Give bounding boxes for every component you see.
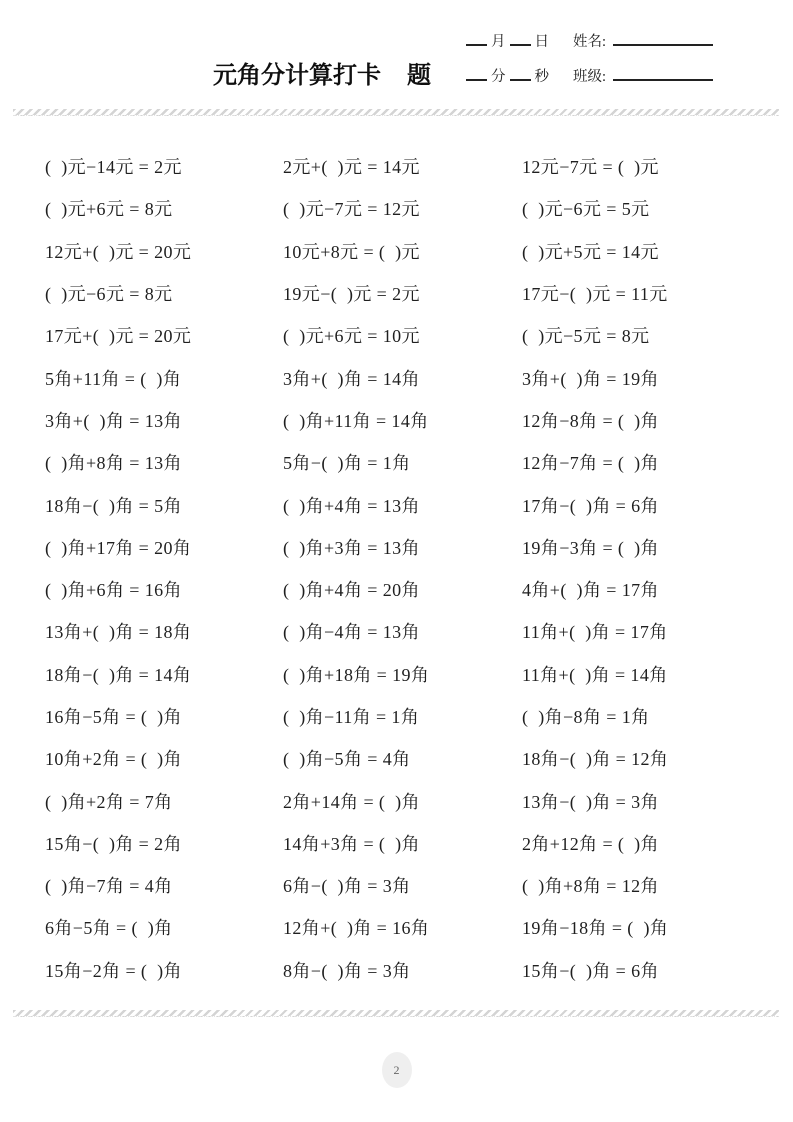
problem: ( )角−5角 = 4角 — [283, 749, 411, 770]
problem-column-2 — [283, 145, 522, 991]
bottom-divider — [13, 1010, 779, 1017]
problem: ( )角−7角 = 4角 — [45, 876, 173, 897]
problem: 14角+3角 = ( )角 — [283, 833, 420, 854]
problem: 3角+( )角 = 13角 — [45, 410, 182, 431]
problem: ( )元−7元 = 12元 — [283, 199, 420, 220]
page-number-badge — [382, 1052, 412, 1088]
problem: ( )角+8角 = 12角 — [522, 876, 659, 897]
title-text: 元角分计算打卡 — [213, 62, 381, 89]
page-number: 2 — [393, 1062, 400, 1077]
problem: 3角+( )角 = 14角 — [283, 368, 420, 389]
month-label: 月 — [491, 34, 506, 50]
header-meta — [462, 30, 717, 100]
problem: ( )角+4角 = 13角 — [283, 495, 420, 516]
problem: 18角−( )角 = 12角 — [522, 749, 669, 770]
problem: 6角−5角 = ( )角 — [45, 918, 173, 939]
problem: 16角−5角 = ( )角 — [45, 707, 182, 727]
problem: 2角+14角 = ( )角 — [283, 791, 420, 812]
problem: 19角−18角 = ( )角 — [522, 918, 669, 939]
problem: ( )元+5元 = 14元 — [522, 241, 659, 262]
second-blank — [510, 68, 531, 81]
problem: 13角−( )角 = 3角 — [522, 791, 659, 812]
problem: 13角+( )角 = 18角 — [45, 622, 192, 643]
top-divider — [13, 109, 779, 116]
problem: ( )元−5元 = 8元 — [522, 326, 650, 347]
title-suffix: 题 — [407, 62, 431, 89]
time-class-row — [462, 65, 717, 85]
problem: 12元−7元 = ( )元 — [522, 157, 659, 178]
day-blank — [510, 33, 531, 46]
problem: 6角−( )角 = 3角 — [283, 876, 411, 897]
problem: ( )角−8角 = 1角 — [522, 707, 650, 727]
problem: 12元+( )元 = 20元 — [45, 241, 192, 262]
name-label: 姓名: — [573, 34, 607, 50]
problem: ( )元+6元 = 10元 — [283, 326, 420, 347]
class-blank — [613, 68, 713, 81]
problem: 15角−( )角 = 6角 — [522, 960, 659, 981]
problem: 17元+( )元 = 20元 — [45, 326, 192, 347]
problem: 11角+( )角 = 17角 — [522, 622, 668, 643]
problem: ( )元−6元 = 8元 — [45, 284, 173, 305]
problem: ( )角+3角 = 13角 — [283, 537, 420, 558]
problem: 15角−2角 = ( )角 — [45, 960, 182, 981]
problem-grid — [0, 145, 793, 991]
problem: 15角−( )角 = 2角 — [45, 833, 182, 854]
problem: 18角−( )角 = 5角 — [45, 495, 182, 516]
problem: ( )元−14元 = 2元 — [45, 157, 182, 178]
problem: 4角+( )角 = 17角 — [522, 580, 659, 601]
problem: 5角+11角 = ( )角 — [45, 368, 182, 389]
problem: ( )角−4角 = 13角 — [283, 622, 420, 643]
problem: 3角+( )角 = 19角 — [522, 368, 659, 389]
problem: 8角−( )角 = 3角 — [283, 960, 411, 981]
problem: 17角−( )角 = 6角 — [522, 495, 659, 516]
problem: ( )角−11角 = 1角 — [283, 707, 420, 727]
problem-column-3 — [522, 145, 793, 991]
problem: ( )角+11角 = 14角 — [283, 410, 429, 431]
problem: 19元−( )元 = 2元 — [283, 284, 420, 305]
minute-label: 分 — [491, 69, 506, 85]
class-label: 班级: — [573, 69, 607, 85]
minute-blank — [466, 68, 487, 81]
problem: ( )角+4角 = 20角 — [283, 580, 420, 601]
page-title — [213, 55, 431, 90]
problem: ( )角+17角 = 20角 — [45, 537, 192, 558]
problem: 10元+8元 = ( )元 — [283, 241, 420, 262]
month-blank — [466, 33, 487, 46]
problem: ( )角+2角 = 7角 — [45, 791, 173, 812]
problem: 12角−7角 = ( )角 — [522, 453, 659, 474]
problem: ( )角+8角 = 13角 — [45, 453, 182, 474]
problem: 11角+( )角 = 14角 — [522, 664, 668, 685]
problem: 19角−3角 = ( )角 — [522, 537, 659, 558]
problem: 17元−( )元 = 11元 — [522, 284, 668, 305]
day-label: 日 — [534, 34, 549, 50]
problem: 2元+( )元 = 14元 — [283, 157, 420, 178]
problem: 12角+( )角 = 16角 — [283, 918, 430, 939]
problem: 10角+2角 = ( )角 — [45, 749, 182, 770]
problem: ( )元−6元 = 5元 — [522, 199, 650, 220]
problem: ( )元+6元 = 8元 — [45, 199, 173, 220]
problem: ( )角+6角 = 16角 — [45, 580, 182, 601]
problem: 18角−( )角 = 14角 — [45, 664, 192, 685]
name-blank — [613, 33, 713, 46]
problem: 5角−( )角 = 1角 — [283, 453, 411, 474]
second-label: 秒 — [534, 69, 549, 85]
problem-column-1 — [0, 145, 283, 991]
problem: 2角+12角 = ( )角 — [522, 833, 659, 854]
date-name-row — [462, 30, 717, 50]
problem: 12角−8角 = ( )角 — [522, 410, 659, 431]
problem: ( )角+18角 = 19角 — [283, 664, 430, 685]
